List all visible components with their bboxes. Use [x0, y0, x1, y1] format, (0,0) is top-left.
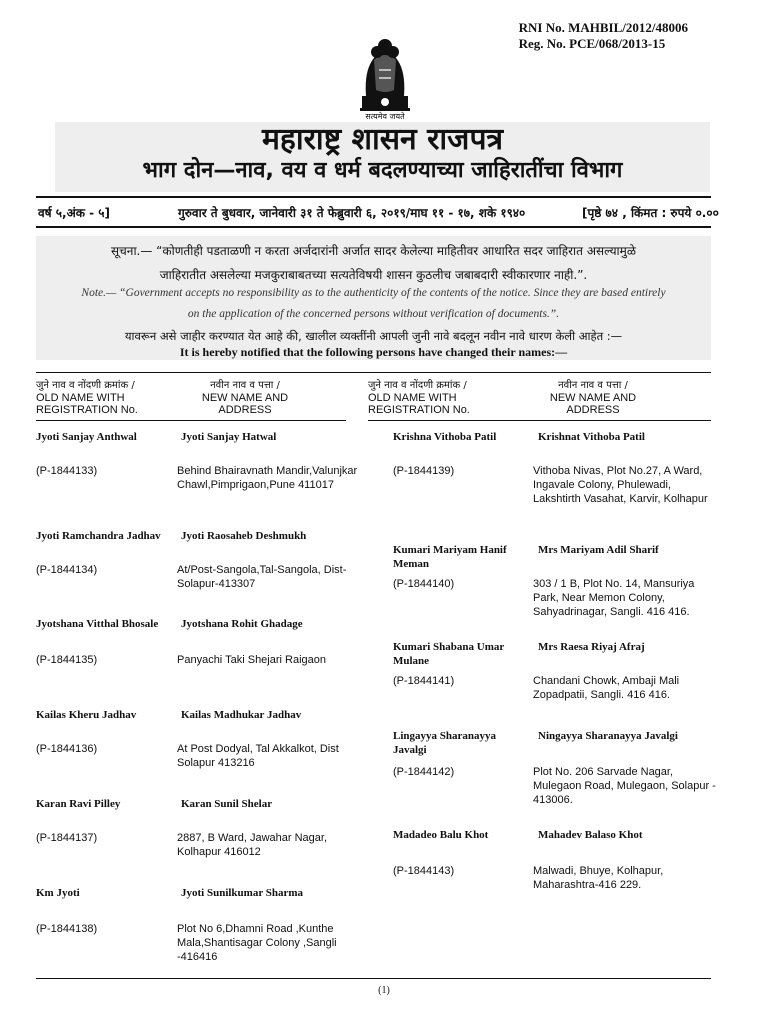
registration-number: (P-1844139)	[393, 465, 455, 477]
old-name: Krishna Vithoba Patil	[393, 431, 497, 443]
rni-number: RNI No. MAHBIL/2012/48006	[518, 20, 688, 35]
new-name: Jyoti Sunilkumar Sharma	[181, 887, 304, 899]
notice-marathi-line-3: यावरून असे जाहीर करण्यात येत आहे की, खालील व्यक्तींनी आपली जुनी नावे बदलून नवीन नावे धारण केली आहेत :—	[124, 329, 623, 343]
old-name: Km Jyoti	[36, 887, 80, 899]
old-name: Lingayya Sharanayya Javalgi	[393, 730, 496, 756]
issue-pages-price: [पृष्ठे ७४ , किंमत : रुपये ०.००	[582, 206, 719, 220]
address: Panyachi Taki Shejari Raigaon	[177, 654, 326, 666]
registration-number: (P-1844134)	[36, 564, 98, 576]
right-new-header: नवीन नाव व पत्ता / NEW NAME AND ADDRESS	[549, 380, 637, 416]
new-name: Mrs Mariyam Adil Sharif	[538, 544, 659, 556]
notice-english-line-2: on the application of the concerned persons without verification of documents.”.	[187, 308, 560, 320]
registration-number: (P-1844142)	[393, 766, 455, 778]
new-name: Mahadev Balaso Khot	[538, 829, 643, 841]
address: Plot No 6,Dhamni Road ,Kunthe Mala,Shantisagar Colony ,Sangli -416416	[177, 923, 337, 963]
gazette-subtitle: भाग दोन—नाव, वय व धर्म बदलण्याच्या जाहिरातींचा विभाग	[142, 158, 623, 183]
registration-number: (P-1844135)	[36, 654, 98, 666]
old-name: Jyoti Sanjay Anthwal	[36, 431, 137, 443]
address: 2887, B Ward, Jawahar Nagar, Kolhapur 416012	[177, 832, 328, 858]
registration-number: (P-1844143)	[393, 865, 455, 877]
registration-number: (P-1844136)	[36, 743, 98, 755]
new-name: Jyoti Sanjay Hatwal	[181, 431, 277, 443]
issue-volume: वर्ष ५,अंक - ५]	[38, 206, 111, 220]
notice-english-line-1: Note.— “Government accepts no responsibility as to the authenticity of the contents of the notice. Since they are based entirely	[81, 287, 666, 299]
divider	[368, 420, 711, 421]
old-name: Kumari Mariyam Hanif Meman	[393, 544, 507, 570]
registration-number: (P-1844141)	[393, 675, 455, 687]
reg-number: Reg. No. PCE/068/2013-15	[518, 36, 666, 51]
notice-box	[36, 236, 711, 360]
registration-number: (P-1844138)	[36, 923, 98, 935]
registration-block	[519, 20, 688, 52]
registration-number: (P-1844140)	[393, 578, 455, 590]
notice-english-line-3: It is hereby notified that the following persons have changed their names:—	[179, 345, 568, 359]
old-name: Jyoti Ramchandra Jadhav	[36, 530, 161, 542]
divider	[36, 226, 711, 228]
registration-number: (P-1844137)	[36, 832, 98, 844]
old-name: Madadeo Balu Khot	[393, 829, 489, 841]
notice-marathi-line-2: जाहिरातीत असलेल्या मजकुराबाबतच्या सत्यतेविषयी शासन कुठलीच जबाबदारी स्वीकारणार नाही.”.	[159, 268, 588, 282]
old-name: Jyotshana Vitthal Bhosale	[36, 618, 159, 630]
divider	[36, 420, 346, 421]
address: Chandani Chowk, Ambaji Mali Zopadpatii, Sangli. 416 416.	[533, 675, 680, 701]
national-emblem-icon	[352, 30, 418, 122]
new-name: Mrs Raesa Riyaj Afraj	[538, 641, 645, 653]
divider	[36, 196, 711, 198]
address: 303 / 1 B, Plot No. 14, Mansuriya Park, Near Memon Colony, Sahyadrinagar, Sangli. 416 416.	[533, 578, 695, 618]
emblem-motto: सत्यमेव जयते	[365, 112, 405, 121]
old-name: Karan Ravi Pilley	[36, 798, 121, 810]
address: Behind Bhairavnath Mandir,Valunjkar Chawl,Pimprigaon,Pune 411017	[177, 465, 358, 491]
address: Plot No. 206 Sarvade Nagar, Mulegaon Road, Mulegaon, Solapur - 413006.	[533, 766, 716, 806]
divider	[36, 978, 711, 979]
address: At/Post-Sangola,Tal-Sangola, Dist-Solapur-413307	[177, 564, 347, 590]
registration-number: (P-1844133)	[36, 465, 98, 477]
address: Vithoba Nivas, Plot No.27, A Ward, Ingavale Colony, Phulewadi, Lakshtirth Vasahat, Karvir, Kolhapur	[533, 465, 708, 505]
address: Malwadi, Bhuye, Kolhapur, Maharashtra-416 229.	[533, 865, 664, 891]
address: At Post Dodyal, Tal Akkalkot, Dist Solapur 413216	[177, 743, 339, 769]
new-name: Krishnat Vithoba Patil	[538, 431, 645, 443]
issue-dates: गुरुवार ते बुधवार, जानेवारी ३१ ते फेब्रुवारी ६, २०१९/माघ ११ - १७, शके १९४०	[178, 206, 526, 220]
new-name: Jyotshana Rohit Ghadage	[181, 618, 303, 630]
old-name: Kailas Kheru Jadhav	[36, 709, 137, 721]
old-name: Kumari Shabana Umar Mulane	[393, 641, 505, 667]
new-name: Kailas Madhukar Jadhav	[181, 709, 302, 721]
page-number: (1)	[378, 985, 390, 996]
divider	[36, 372, 711, 373]
notice-marathi-line-1: सूचना.— “कोणतीही पडताळणी न करता अर्जदारांनी अर्जात सादर केलेल्या माहितीवर आधारित सदर जाहिरात असल्यामुळे	[111, 244, 636, 258]
new-name: Karan Sunil Shelar	[181, 798, 273, 810]
gazette-title: महाराष्ट्र शासन राजपत्र	[261, 122, 504, 157]
new-name: Jyoti Raosaheb Deshmukh	[181, 530, 307, 542]
left-new-header: नवीन नाव व पत्ता / NEW NAME AND ADDRESS	[201, 380, 289, 416]
new-name: Ningayya Sharanayya Javalgi	[538, 730, 678, 742]
left-old-header: जुने नाव व नोंदणी क्रमांक / OLD NAME WITH REGISTRATION No.	[36, 380, 138, 416]
right-old-header: जुने नाव व नोंदणी क्रमांक / OLD NAME WITH REGISTRATION No.	[368, 380, 470, 416]
